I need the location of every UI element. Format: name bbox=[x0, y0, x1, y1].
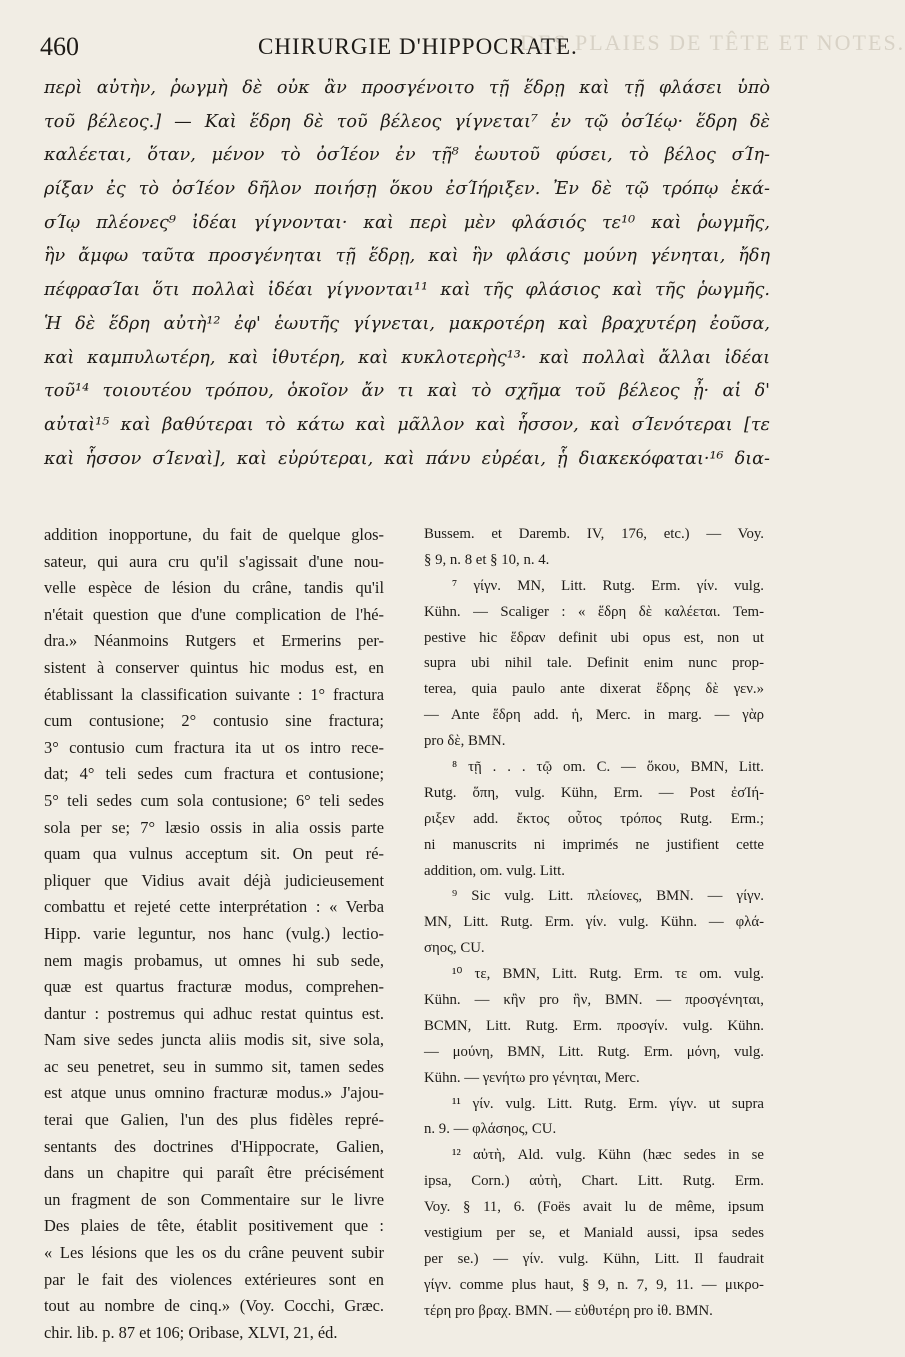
greek-text-line: ἣν ἄμφω ταῦτα προσγένηται τῇ ἕδρῃ, καὶ ἣν φλάσις μούνη γένηται, ἤδη bbox=[44, 246, 770, 267]
footnote-line: γίγν. comme plus haut, § 9, n. 7, 9, 11. — μικρο- bbox=[424, 1276, 764, 1293]
greek-text-block bbox=[44, 72, 770, 476]
running-title: CHIRURGIE D'HIPPOCRATE. bbox=[258, 34, 578, 59]
greek-text-line: αὐταὶ¹⁵ καὶ βαθύτεραι τὸ κάτω καὶ μᾶλλον καὶ ἧσσον, καὶ σΊενότεραι [τε bbox=[44, 414, 770, 435]
right-column-footnotes bbox=[424, 522, 764, 1337]
footnote-line: per se.) — γίν. vulg. Kühn, Litt. Il faudrait bbox=[424, 1250, 764, 1267]
footnote-line: Bussem. et Daremb. IV, 176, etc.) — Voy. bbox=[424, 526, 764, 542]
footnote-line: Kühn. — γενήτω pro γένηται, Merc. bbox=[424, 1069, 640, 1086]
footnote-line: ριξεν add. ἔκτος οὗτος τρόπος Rutg. Erm.; bbox=[424, 810, 764, 827]
page-header bbox=[40, 32, 780, 66]
commentary-line: « Les lésions que les os du crâne peuvent subir bbox=[44, 1243, 384, 1263]
commentary-line: sateur, qui aura cru qu'il s'agissait d'une nou- bbox=[44, 551, 384, 571]
footnote-line: pro δὲ, BMN. bbox=[424, 733, 506, 750]
footnote-line: supra ubi nihil tale. Definit enim nunc prop- bbox=[424, 655, 764, 672]
commentary-line: sentants des doctrines d'Hippocrate, Galien, bbox=[44, 1136, 384, 1156]
footnote-line: MN, Litt. Rutg. Erm. γίν. vulg. Kühn. — φλά- bbox=[424, 914, 764, 931]
commentary-line: quam qua vulnus acceptum sit. On peut ré- bbox=[44, 844, 384, 864]
commentary-line: Hipp. varie leguntur, nos hanc (vulg.) lectio- bbox=[44, 923, 384, 943]
greek-text-line: τοῦ βέλεος.] — Καὶ ἕδρη δὲ τοῦ βέλεος γίγνεται⁷ ἐν τῷ ὀσΊέῳ· ἕδρη δὲ bbox=[44, 111, 770, 132]
footnote-line: Kühn. — Scaliger : « ἕδρη δὲ καλέεται. Tem- bbox=[424, 603, 764, 620]
greek-text-line: τοῦ¹⁴ τοιουτέου τρόπου, ὁκοῖον ἄν τι καὶ τὸ σχῆμα τοῦ βέλεος ᾖ· αἱ δ' bbox=[44, 381, 770, 402]
commentary-line: dans un chapitre qui paraît être précisément bbox=[44, 1163, 384, 1183]
commentary-line: un fragment de son Commentaire sur le livre bbox=[44, 1189, 384, 1209]
commentary-line: chir. lib. p. 87 et 106; Oribase, XLVI, 21, éd. bbox=[44, 1322, 338, 1342]
footnote-line: addition, om. vulg. Litt. bbox=[424, 862, 565, 879]
commentary-line: sola per se; 7° læsio ossis in alia ossis parte bbox=[44, 817, 384, 837]
commentary-line: cum contusione; 2° contusio sine fractura; bbox=[44, 711, 384, 731]
commentary-line: velle espèce de lésion du crâne, tandis qu'il bbox=[44, 578, 384, 598]
commentary-line: Nam sive sedes juncta aliis modis sit, sive sola, bbox=[44, 1030, 384, 1050]
commentary-line: dantur : postremus qui adhuc restat quintus est. bbox=[44, 1003, 384, 1023]
commentary-line: sistent à conserver quintus hic modus est, en bbox=[44, 657, 384, 677]
page-number: 460 bbox=[40, 32, 79, 61]
commentary-line: est atque unus omnino fracturæ modus.» J'ajou- bbox=[44, 1083, 384, 1103]
show-through-text: DES PLAIES DE TÊTE ET NOTES. bbox=[520, 30, 905, 55]
commentary-line: quæ est quartus fracturæ modus, comprehen- bbox=[44, 977, 384, 997]
footnote-line: ni manuscrits ni imprimés ne justifient cette bbox=[424, 836, 764, 853]
footnote-line: — Ante ἕδρη add. ἡ, Merc. in marg. — γὰρ bbox=[424, 707, 764, 724]
greek-text-line: πέφρασΊαι ὅτι πολλαὶ ἰδέαι γίγνονται¹¹ καὶ τῆς φλάσιος καὶ τῆς ῥωγμῆς. bbox=[44, 280, 770, 301]
commentary-line: addition inopportune, du fait de quelque glos- bbox=[44, 525, 384, 544]
footnote-line: pestive hic ἕδραν definit ubi opus est, non ut bbox=[424, 629, 764, 646]
greek-text-line: Ἡ δὲ ἕδρη αὐτὴ¹² ἐφ' ἑωυτῆς γίγνεται, μακροτέρη καὶ βραχυτέρη ἐοῦσα, bbox=[44, 313, 770, 334]
footnote-line: ¹¹ γίν. vulg. Litt. Rutg. Erm. γίγν. ut supra bbox=[452, 1095, 764, 1112]
footnote-line: vestigium per se, et Maniald aussi, ipsa sedes bbox=[424, 1225, 764, 1242]
commentary-line: Des plaies de tête, établit positivement que : bbox=[44, 1216, 384, 1236]
commentary-line: dra.» Néanmoins Rutgers et Ermerins per- bbox=[44, 631, 384, 651]
commentary-line: par le fait des violences extérieures sont en bbox=[44, 1269, 384, 1289]
commentary-line: établissant la classification suivante : 1° fractura bbox=[44, 684, 384, 704]
footnote-line: § 9, n. 8 et § 10, n. 4. bbox=[424, 551, 550, 568]
footnote-line: BCMN, Litt. Rutg. Erm. προσγίν. vulg. Kühn. bbox=[424, 1017, 764, 1034]
greek-text-line: ρίξαν ἐς τὸ ὀσΊέον δῆλον ποιήσῃ ὅκου ἐσΊήριξεν. Ἐν δὲ τῷ τρόπῳ ἑκά- bbox=[44, 179, 770, 200]
greek-text-line: σΊῳ πλέονες⁹ ἰδέαι γίγνονται· καὶ περὶ μὲν φλάσιός τε¹⁰ καὶ ῥωγμῆς, bbox=[44, 212, 770, 233]
footnote-line: — μούνη, BMN, Litt. Rutg. Erm. μόνη, vulg. bbox=[424, 1043, 764, 1060]
greek-text-line: περὶ αὐτὴν, ῥωγμὴ δὲ οὐκ ἂν προσγένοιτο τῇ ἕδρῃ καὶ τῇ φλάσει ὑπὸ bbox=[44, 78, 770, 98]
commentary-line: ac seu penetret, seu in summo sit, tamen sedes bbox=[44, 1056, 384, 1076]
footnote-line: n. 9. — φλάσηος, CU. bbox=[424, 1121, 557, 1138]
footnote-line: Kühn. — κἢν pro ἣν, BMN. — προσγένηται, bbox=[424, 992, 764, 1009]
footnote-line: ipsa, Corn.) αὐτὴ, Chart. Litt. Rutg. Erm. bbox=[424, 1173, 764, 1190]
greek-text-line: καὶ καμπυλωτέρη, καὶ ἰθυτέρη, καὶ κυκλοτερὴς¹³· καὶ πολλαὶ ἄλλαι ἰδέαι bbox=[44, 347, 770, 368]
footnote-line: ¹⁰ τε, BMN, Litt. Rutg. Erm. τε om. vulg. bbox=[452, 966, 764, 983]
commentary-line: 3° contusio cum fractura ita ut os intro rece- bbox=[44, 737, 384, 757]
footnote-line: ⁸ τῇ . . . τῷ om. C. — ὅκου, BMN, Litt. bbox=[452, 759, 764, 776]
footnote-line: Rutg. ὅπη, vulg. Kühn, Erm. — Post ἐσΊή- bbox=[424, 784, 764, 801]
footnote-line: ⁷ γίγν. MN, Litt. Rutg. Erm. γίν. vulg. bbox=[452, 577, 764, 594]
greek-text-line: καὶ ἧσσον σΊεναὶ], καὶ εὐρύτεραι, καὶ πάνυ εὐρέαι, ᾗ διακεκόφαται·¹⁶ δια- bbox=[44, 448, 770, 469]
commentary-line: n'était question que d'une complication de l'hé- bbox=[44, 604, 384, 624]
footnote-line: τέρη pro βραχ. BMN. — εὐθυτέρη pro ἰθ. BMN. bbox=[424, 1302, 713, 1319]
footnote-line: terea, quia paulo ante dixerat ἕδρης δὲ γεν.» bbox=[424, 681, 764, 698]
left-column-commentary bbox=[44, 522, 384, 1342]
footnote-line: ¹² αὐτὴ, Ald. vulg. Kühn (hæc sedes in se bbox=[452, 1147, 764, 1164]
commentary-line: tout au nombre de cinq.» (Voy. Cocchi, Græc. bbox=[44, 1296, 384, 1316]
commentary-line: pliquer que Vidius avait déjà judicieusement bbox=[44, 870, 384, 890]
footnote-line: ⁹ Sic vulg. Litt. πλείονες, BMN. — γίγν. bbox=[452, 888, 764, 905]
greek-text-line: καλέεται, ὅταν, μένον τὸ ὀσΊέον ἐν τῇ⁸ ἑωυτοῦ φύσει, τὸ βέλος σΊη- bbox=[44, 145, 770, 166]
commentary-line: dat; 4° teli sedes cum fractura et contusione; bbox=[44, 764, 384, 784]
commentary-line: combattu et rejeté cette interprétation : « Verba bbox=[44, 897, 384, 917]
commentary-line: nem magis probamus, ut omnes hi sub sede, bbox=[44, 950, 384, 970]
commentary-line: terai que Galien, l'un des plus fidèles repré- bbox=[44, 1110, 384, 1130]
commentary-line: 5° teli sedes cum sola contusione; 6° teli sedes bbox=[44, 790, 384, 810]
footnote-line: σηος, CU. bbox=[424, 940, 485, 957]
footnote-line: Voy. § 11, 6. (Foës avait lu de même, ipsum bbox=[424, 1199, 764, 1216]
